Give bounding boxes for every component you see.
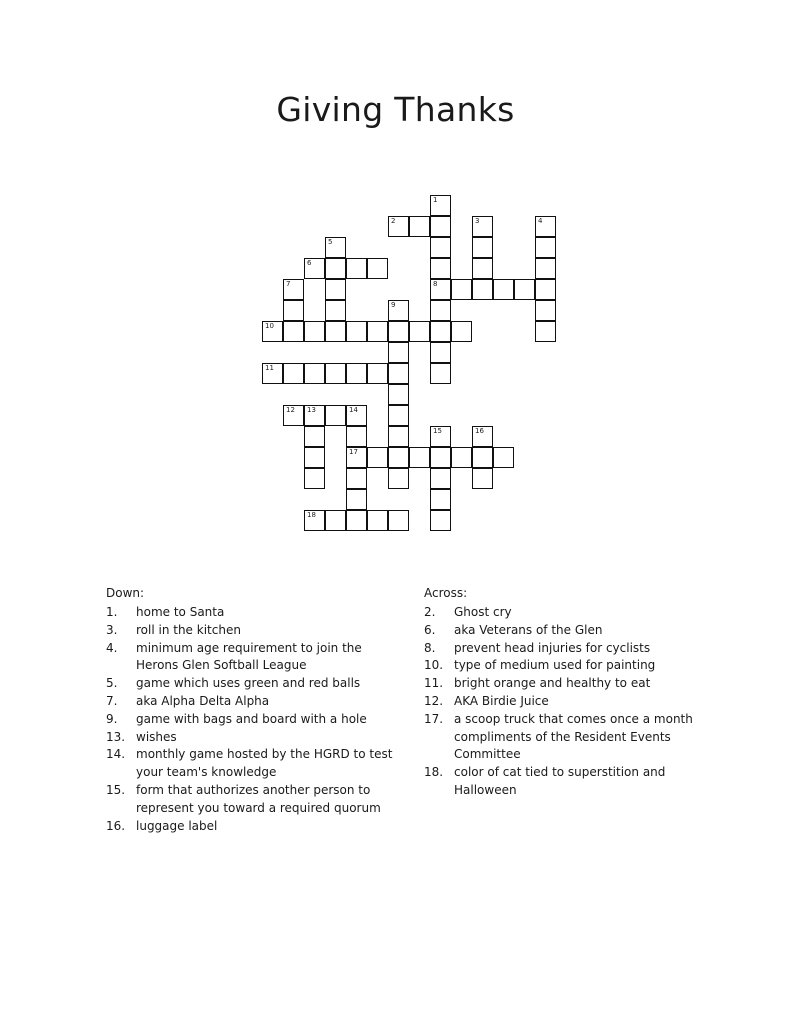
down-clue <box>106 818 406 836</box>
clue-number: 6. <box>424 622 436 637</box>
grid-cell[interactable] <box>325 363 346 384</box>
grid-number: 16 <box>475 427 484 435</box>
across-clue <box>424 693 724 711</box>
grid-cell[interactable] <box>388 216 409 237</box>
clue-text: minimum age requirement to join the <box>136 640 362 655</box>
down-clue <box>106 604 406 622</box>
grid-cell[interactable] <box>367 258 388 279</box>
clue-text: type of medium used for painting <box>454 658 656 673</box>
clue-text: roll in the kitchen <box>136 622 241 637</box>
grid-cell[interactable] <box>346 468 367 489</box>
grid-cell[interactable] <box>304 447 325 468</box>
clue-number: 13. <box>106 729 126 744</box>
grid-cell[interactable] <box>346 363 367 384</box>
grid-cell[interactable] <box>430 426 451 447</box>
grid-cell[interactable] <box>514 279 535 300</box>
grid-cell[interactable] <box>472 237 493 258</box>
grid-number: 7 <box>286 280 291 288</box>
grid-cell[interactable] <box>430 279 451 300</box>
across-clue <box>424 622 724 640</box>
grid-cell[interactable] <box>304 405 325 426</box>
down-clue <box>106 711 406 729</box>
clue-text: Committee <box>454 747 521 762</box>
clue-text: a scoop truck that comes once a month <box>454 711 693 726</box>
grid-cell[interactable] <box>430 468 451 489</box>
grid-cell[interactable] <box>346 447 367 468</box>
clue-text: Halloween <box>454 782 517 797</box>
grid-cell[interactable] <box>388 363 409 384</box>
clue-number: 11. <box>424 676 444 691</box>
across-clue <box>424 675 724 693</box>
grid-cell[interactable] <box>388 510 409 531</box>
grid-cell[interactable] <box>535 237 556 258</box>
grid-cell[interactable] <box>409 216 430 237</box>
grid-cell[interactable] <box>325 237 346 258</box>
grid-cell[interactable] <box>325 279 346 300</box>
grid-cell[interactable] <box>325 258 346 279</box>
grid-cell[interactable] <box>304 363 325 384</box>
grid-cell[interactable] <box>451 279 472 300</box>
grid-number: 3 <box>475 217 480 225</box>
grid-cell[interactable] <box>493 447 514 468</box>
grid-cell[interactable] <box>367 447 388 468</box>
grid-cell[interactable] <box>346 258 367 279</box>
grid-cell[interactable] <box>304 258 325 279</box>
grid-cell[interactable] <box>346 489 367 510</box>
grid-cell[interactable] <box>535 300 556 321</box>
grid-cell[interactable] <box>388 405 409 426</box>
grid-number: 14 <box>349 406 358 414</box>
clue-text: home to Santa <box>136 605 225 619</box>
grid-cell[interactable] <box>430 363 451 384</box>
down-clue-list <box>106 604 406 835</box>
grid-cell[interactable] <box>346 405 367 426</box>
grid-cell[interactable] <box>346 510 367 531</box>
grid-cell[interactable] <box>304 321 325 342</box>
grid-cell[interactable] <box>535 279 556 300</box>
grid-cell[interactable] <box>472 258 493 279</box>
across-clue-list <box>424 604 724 800</box>
grid-cell[interactable] <box>430 342 451 363</box>
clue-text: game with bags and board with a hole <box>136 711 367 726</box>
clue-number: 2. <box>424 605 436 619</box>
grid-cell[interactable] <box>451 447 472 468</box>
grid-cell[interactable] <box>262 363 283 384</box>
clue-text: compliments of the Resident Events <box>454 729 671 744</box>
grid-cell[interactable] <box>367 321 388 342</box>
grid-number: 5 <box>328 238 333 246</box>
grid-number: 1 <box>433 196 438 204</box>
grid-cell[interactable] <box>430 447 451 468</box>
page-title: Giving Thanks <box>276 90 515 129</box>
across-clue <box>424 657 724 675</box>
grid-cell[interactable] <box>430 300 451 321</box>
grid-cell[interactable] <box>472 447 493 468</box>
across-clue <box>424 604 724 622</box>
grid-cell[interactable] <box>304 468 325 489</box>
clue-number: 17. <box>424 711 444 726</box>
grid-cell[interactable] <box>283 300 304 321</box>
grid-number: 17 <box>349 448 358 456</box>
clue-number: 9. <box>106 711 118 726</box>
grid-number: 13 <box>307 406 316 414</box>
grid-cell[interactable] <box>388 447 409 468</box>
grid-cell[interactable] <box>388 384 409 405</box>
clue-text: monthly game hosted by the HGRD to test <box>136 747 393 762</box>
clue-text: your team's knowledge <box>136 765 277 780</box>
clue-text: prevent head injuries for cyclists <box>454 640 651 655</box>
grid-number: 6 <box>307 259 312 267</box>
clue-number: 16. <box>106 818 126 833</box>
grid-cell[interactable] <box>325 300 346 321</box>
down-clue <box>106 622 406 640</box>
grid-cell[interactable] <box>325 510 346 531</box>
grid-cell[interactable] <box>283 363 304 384</box>
down-clues <box>106 586 406 835</box>
grid-cell[interactable] <box>472 426 493 447</box>
grid-number: 8 <box>433 280 438 288</box>
grid-number: 12 <box>286 406 295 414</box>
grid-cell[interactable] <box>388 321 409 342</box>
across-clues <box>424 586 724 800</box>
grid-cell[interactable] <box>430 195 451 216</box>
clue-text: form that authorizes another person to <box>136 782 371 797</box>
grid-cell[interactable] <box>472 216 493 237</box>
across-clue <box>424 640 724 658</box>
clue-number: 10. <box>424 658 444 673</box>
grid-cell[interactable] <box>430 258 451 279</box>
grid-number: 2 <box>391 217 396 225</box>
down-header: Down: <box>106 586 145 600</box>
clue-text: wishes <box>136 729 177 744</box>
grid-cell[interactable] <box>367 510 388 531</box>
grid-cell[interactable] <box>535 321 556 342</box>
grid-cell[interactable] <box>409 321 430 342</box>
grid-cell[interactable] <box>388 468 409 489</box>
clue-text: aka Veterans of the Glen <box>454 622 603 637</box>
across-clue <box>424 764 724 800</box>
grid-cell[interactable] <box>325 405 346 426</box>
clue-number: 5. <box>106 676 118 691</box>
grid-number: 9 <box>391 301 396 309</box>
grid-cell[interactable] <box>451 321 472 342</box>
down-clue <box>106 693 406 711</box>
clue-number: 8. <box>424 640 436 655</box>
clue-number: 3. <box>106 622 118 637</box>
grid-cell[interactable] <box>388 426 409 447</box>
grid-cell[interactable] <box>430 321 451 342</box>
grid-cell[interactable] <box>493 279 514 300</box>
clue-text: luggage label <box>136 818 218 833</box>
grid-number: 15 <box>433 427 442 435</box>
grid-cell[interactable] <box>346 321 367 342</box>
grid-cell[interactable] <box>535 258 556 279</box>
grid-cell[interactable] <box>283 279 304 300</box>
clue-number: 12. <box>424 693 444 708</box>
clue-number: 15. <box>106 782 126 797</box>
clue-number: 1. <box>106 605 118 619</box>
grid-cell[interactable] <box>346 426 367 447</box>
across-clue <box>424 711 724 764</box>
clue-text: bright orange and healthy to eat <box>454 676 651 691</box>
clue-text: color of cat tied to superstition and <box>454 765 666 780</box>
clue-text: represent you toward a required quorum <box>136 800 381 815</box>
grid-number: 18 <box>307 511 316 519</box>
grid-number: 10 <box>265 322 274 330</box>
grid-cell[interactable] <box>283 405 304 426</box>
down-clue <box>106 729 406 747</box>
clue-text: Ghost cry <box>454 605 512 619</box>
clue-text: game which uses green and red balls <box>136 676 361 691</box>
clue-number: 18. <box>424 765 444 780</box>
grid-cell[interactable] <box>304 510 325 531</box>
down-clue <box>106 746 406 782</box>
grid-number: 11 <box>265 364 274 372</box>
grid-cell[interactable] <box>409 447 430 468</box>
grid-number: 4 <box>538 217 543 225</box>
grid-cell[interactable] <box>472 468 493 489</box>
grid-cell[interactable] <box>262 321 283 342</box>
grid-cell[interactable] <box>304 426 325 447</box>
clue-number: 4. <box>106 640 118 655</box>
clue-number: 14. <box>106 747 126 762</box>
grid-cell[interactable] <box>472 279 493 300</box>
clue-text: AKA Birdie Juice <box>454 693 549 708</box>
clue-number: 7. <box>106 693 118 708</box>
clue-text: aka Alpha Delta Alpha <box>136 693 270 708</box>
grid-cell[interactable] <box>430 489 451 510</box>
grid-cell[interactable] <box>430 216 451 237</box>
grid-cell[interactable] <box>535 216 556 237</box>
grid-cell[interactable] <box>283 321 304 342</box>
grid-cell[interactable] <box>388 342 409 363</box>
down-clue <box>106 782 406 818</box>
grid-cell[interactable] <box>430 510 451 531</box>
grid-cell[interactable] <box>325 321 346 342</box>
down-clue <box>106 640 406 676</box>
down-clue <box>106 675 406 693</box>
grid-cell[interactable] <box>388 300 409 321</box>
across-header: Across: <box>424 586 468 600</box>
clue-text: Herons Glen Softball League <box>136 658 307 673</box>
grid-cell[interactable] <box>430 237 451 258</box>
grid-cell[interactable] <box>367 363 388 384</box>
